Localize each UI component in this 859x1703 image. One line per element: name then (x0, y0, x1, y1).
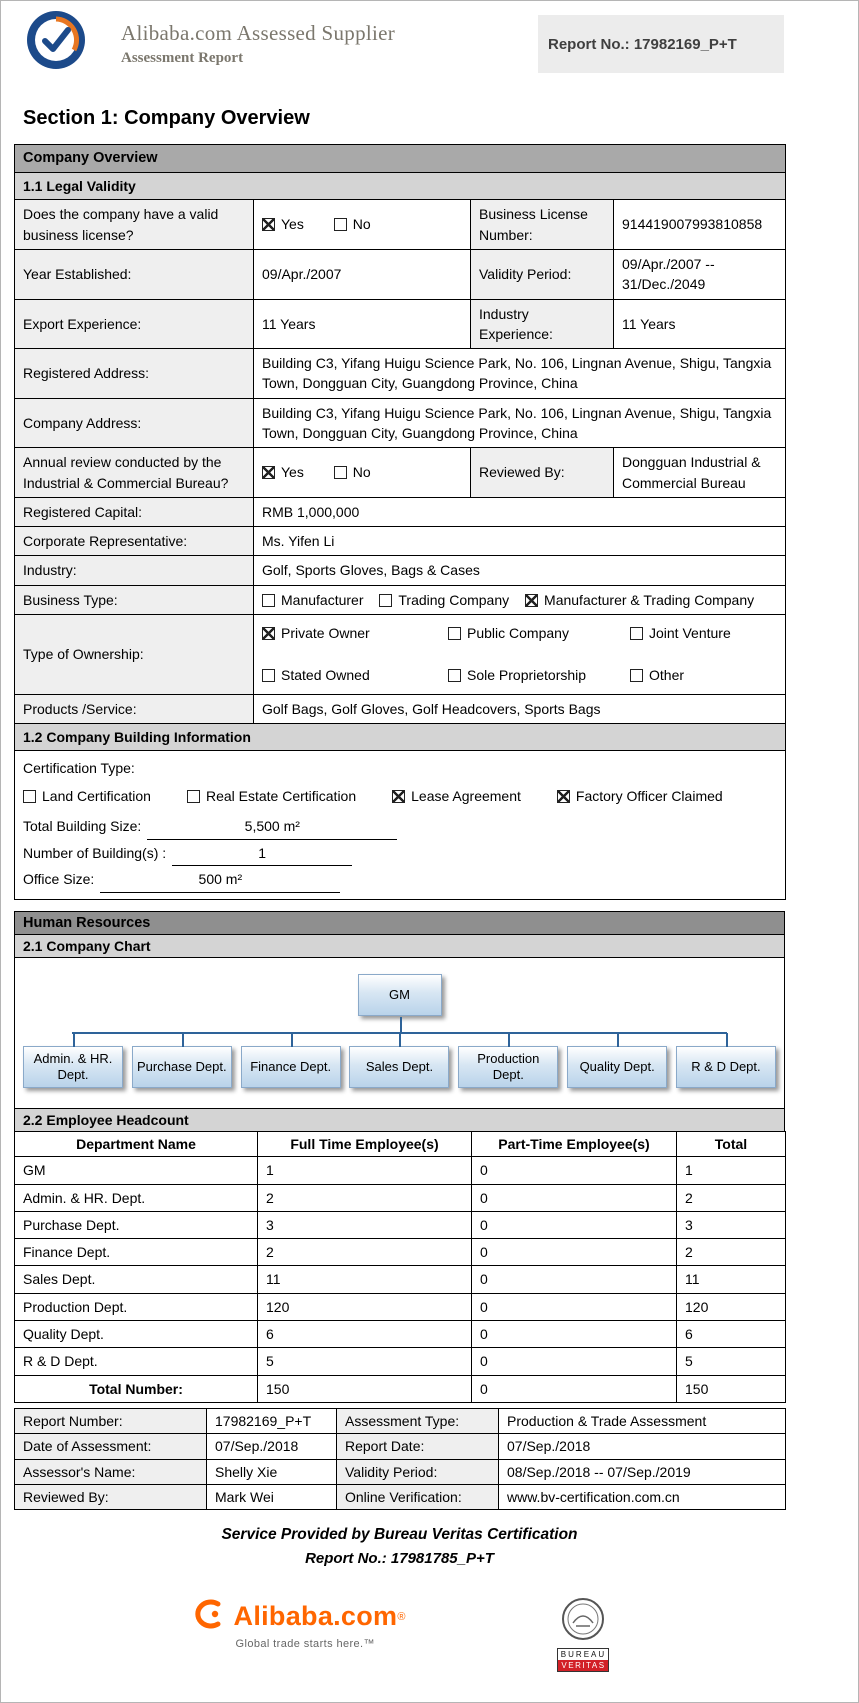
certification-type-options (23, 785, 777, 809)
office-size-label: Office Size: (23, 871, 95, 888)
table-row (15, 1293, 786, 1320)
org-node-department: Quality Dept. (567, 1046, 667, 1088)
checkbox-icon (630, 627, 643, 640)
yes-option (262, 462, 304, 482)
parttime-cell: 0 (472, 1321, 677, 1348)
table-row (15, 398, 786, 448)
total-number-label: Total Number: (15, 1375, 258, 1402)
reviewed-by-value: Mark Wei (207, 1484, 337, 1509)
checkbox-label: No (352, 216, 371, 233)
department-cell: Quality Dept. (15, 1321, 258, 1348)
checkbox-icon (262, 466, 275, 479)
checkbox-label: Real Estate Certification (205, 788, 357, 805)
checkbox-icon (334, 466, 347, 479)
report-date-value: 07/Sep./2018 (499, 1434, 786, 1459)
total-cell: 5 (677, 1348, 786, 1375)
industry-experience-value: 11 Years (614, 299, 786, 349)
checkbox-option (262, 623, 448, 643)
org-node-department: Purchase Dept. (132, 1046, 232, 1088)
org-node-department: Finance Dept. (241, 1046, 341, 1088)
checkbox-icon (262, 627, 275, 640)
number-of-buildings-value: 1 (172, 842, 352, 867)
checkbox-icon (187, 790, 200, 803)
total-parttime-value: 0 (472, 1375, 677, 1402)
table-row (15, 1408, 786, 1433)
alibaba-tagline: Global trade starts here.™ (235, 1638, 375, 1651)
table-row (15, 751, 786, 900)
fulltime-cell: 2 (258, 1239, 472, 1266)
parttime-cell: 0 (472, 1293, 677, 1320)
license-number-label: Business License Number: (471, 200, 614, 250)
industry-experience-label: Industry Experience: (471, 299, 614, 349)
checkbox-label: Yes (281, 216, 304, 233)
number-of-buildings-label: Number of Building(s) : (23, 844, 167, 861)
report-title: Alibaba.com Assessed Supplier (121, 21, 396, 45)
checkbox-icon (630, 669, 643, 682)
alibaba-wordmark: Alibaba.com (233, 1601, 398, 1632)
table-row (15, 200, 786, 250)
checkbox-icon (525, 594, 538, 607)
no-option (334, 462, 371, 482)
corporate-representative-value: Ms. Yifen Li (254, 527, 786, 556)
industry-value: Golf, Sports Gloves, Bags & Cases (254, 556, 786, 585)
employee-headcount-table (14, 1131, 786, 1403)
checkbox-label: Manufacturer (281, 591, 364, 608)
alibaba-smile-icon (188, 1597, 228, 1636)
checkbox-option (262, 590, 363, 610)
annual-review-question: Annual review conducted by the Industrial & Commercial Bureau? (15, 448, 254, 498)
report-number-label: Report Number: (15, 1408, 207, 1433)
total-building-size-label: Total Building Size: (23, 817, 142, 834)
report-info-table (14, 1408, 786, 1510)
checkbox-icon (448, 669, 461, 682)
checkbox-icon (334, 218, 347, 231)
export-experience-label: Export Experience: (15, 299, 254, 349)
license-question-label: Does the company have a valid business license? (15, 200, 254, 250)
assessment-badge-icon (25, 9, 87, 76)
reviewed-by-value: Dongguan Industrial & Commercial Bureau (614, 448, 786, 498)
bureau-veritas-logo (555, 1597, 611, 1672)
checkbox-icon (557, 790, 570, 803)
registered-address-value: Building C3, Yifang Huigu Science Park, No. 106, Lingnan Avenue, Shigu, Tangxia Town, Dongguan City, Guangdong Province, China (254, 349, 786, 399)
table-row (15, 1157, 786, 1184)
checkbox-label: Sole Proprietorship (467, 667, 587, 684)
checkbox-option (392, 785, 521, 809)
alibaba-logo (188, 1597, 406, 1650)
checkbox-option (630, 665, 777, 685)
company-overview-header: Company Overview (15, 145, 786, 173)
column-header: Full Time Employee(s) (258, 1132, 472, 1157)
parttime-cell: 0 (472, 1239, 677, 1266)
checkbox-label: Stated Owned (281, 667, 370, 684)
validity-period-value: 08/Sep./2018 -- 07/Sep./2019 (499, 1459, 786, 1484)
table-row (15, 1434, 786, 1459)
department-cell: Purchase Dept. (15, 1211, 258, 1238)
checkbox-label: Lease Agreement (411, 788, 521, 805)
ownership-label: Type of Ownership: (15, 615, 254, 695)
department-cell: Sales Dept. (15, 1266, 258, 1293)
company-overview-table (14, 144, 786, 900)
total-cell: 11 (677, 1266, 786, 1293)
export-experience-value: 11 Years (254, 299, 471, 349)
org-node-department: R & D Dept. (676, 1046, 776, 1088)
service-report-number: Report No.: 17981785_P+T (305, 1550, 494, 1568)
total-cell: 2 (677, 1184, 786, 1211)
department-cell: R & D Dept. (15, 1348, 258, 1375)
reviewed-by-label: Reviewed By: (15, 1484, 207, 1509)
products-service-label: Products /Service: (15, 694, 254, 723)
employee-headcount-header: 2.2 Employee Headcount (14, 1108, 785, 1132)
fulltime-cell: 6 (258, 1321, 472, 1348)
table-row (15, 1348, 786, 1375)
office-size-value: 500 m² (100, 868, 340, 893)
legal-validity-header: 1.1 Legal Validity (15, 173, 786, 200)
bureau-veritas-seal-icon (561, 1597, 605, 1646)
date-of-assessment-value: 07/Sep./2018 (207, 1434, 337, 1459)
business-type-label: Business Type: (15, 585, 254, 614)
report-number-value: 17982169_P+T (207, 1408, 337, 1433)
table-row (15, 249, 786, 299)
table-row (15, 1184, 786, 1211)
checkbox-label: Private Owner (281, 625, 370, 642)
checkbox-label: Manufacturer & Trading Company (544, 591, 755, 608)
checkbox-option (187, 785, 356, 809)
checkbox-label: Land Certification (42, 788, 151, 805)
table-header-row (15, 1132, 786, 1157)
table-row (15, 1266, 786, 1293)
no-option (334, 214, 371, 234)
fulltime-cell: 1 (258, 1157, 472, 1184)
checkbox-icon (262, 594, 275, 607)
checkbox-label: Trading Company (398, 591, 510, 608)
column-header: Part-Time Employee(s) (472, 1132, 677, 1157)
fulltime-cell: 120 (258, 1293, 472, 1320)
checkbox-option (630, 623, 777, 643)
products-service-value: Golf Bags, Golf Gloves, Golf Headcovers, Sports Bags (254, 694, 786, 723)
fulltime-cell: 11 (258, 1266, 472, 1293)
total-cell: 120 (677, 1293, 786, 1320)
total-cell: 3 (677, 1211, 786, 1238)
assessor-name-label: Assessor's Name: (15, 1459, 207, 1484)
registered-capital-label: Registered Capital: (15, 497, 254, 526)
company-address-value: Building C3, Yifang Huigu Science Park, No. 106, Lingnan Avenue, Shigu, Tangxia Town, Dongguan City, Guangdong Province, China (254, 398, 786, 448)
table-row (15, 694, 786, 723)
checkbox-option (557, 785, 723, 809)
certification-type-label: Certification Type: (23, 760, 135, 777)
checkbox-icon (262, 669, 275, 682)
table-row (15, 1239, 786, 1266)
checkbox-icon (23, 790, 36, 803)
online-verification-label: Online Verification: (337, 1484, 499, 1509)
checkbox-label: Yes (281, 464, 304, 481)
table-row (15, 497, 786, 526)
total-cell: 1 (677, 1157, 786, 1184)
company-address-label: Company Address: (15, 398, 254, 448)
online-verification-value: www.bv-certification.com.cn (499, 1484, 786, 1509)
checkbox-option (448, 623, 630, 643)
parttime-cell: 0 (472, 1266, 677, 1293)
column-header: Department Name (15, 1132, 258, 1157)
department-cell: Production Dept. (15, 1293, 258, 1320)
parttime-cell: 0 (472, 1348, 677, 1375)
org-node-department: Production Dept. (458, 1046, 558, 1088)
license-number-value: 914419007993810858 (614, 200, 786, 250)
table-row (15, 448, 786, 498)
fulltime-cell: 2 (258, 1184, 472, 1211)
checkbox-label: Public Company (467, 625, 569, 642)
parttime-cell: 0 (472, 1184, 677, 1211)
assessment-type-value: Production & Trade Assessment (499, 1408, 786, 1433)
table-row (15, 527, 786, 556)
total-fulltime-value: 150 (258, 1375, 472, 1402)
business-type-options (254, 585, 786, 614)
department-cell: Finance Dept. (15, 1239, 258, 1266)
validity-period-label: Validity Period: (471, 249, 614, 299)
human-resources-header: Human Resources (14, 911, 785, 935)
checkbox-label: Joint Venture (649, 625, 731, 642)
column-header: Total (677, 1132, 786, 1157)
report-date-label: Report Date: (337, 1434, 499, 1459)
industry-label: Industry: (15, 556, 254, 585)
total-building-size-value: 5,500 m² (147, 815, 397, 840)
fulltime-cell: 5 (258, 1348, 472, 1375)
checkbox-option (262, 665, 448, 685)
report-titles (121, 21, 395, 67)
total-value: 150 (677, 1375, 786, 1402)
service-provider-line: Service Provided by Bureau Veritas Certification (221, 1526, 578, 1544)
veritas-label: VERITAS (557, 1660, 609, 1672)
checkbox-label: Other (649, 667, 685, 684)
checkbox-option (379, 590, 509, 610)
section-title: Section 1: Company Overview (23, 107, 310, 129)
checkbox-label: No (352, 464, 371, 481)
year-established-value: 09/Apr./2007 (254, 249, 471, 299)
reviewed-by-label: Reviewed By: (471, 448, 614, 498)
building-info-header: 1.2 Company Building Information (15, 723, 786, 750)
table-row (15, 299, 786, 349)
total-cell: 6 (677, 1321, 786, 1348)
checkbox-icon (448, 627, 461, 640)
report-content (14, 144, 785, 1672)
org-node-department: Sales Dept. (349, 1046, 449, 1088)
org-node-gm: GM (358, 974, 442, 1016)
assessment-type-label: Assessment Type: (337, 1408, 499, 1433)
registered-mark: ® (397, 1610, 406, 1623)
org-chart (14, 957, 785, 1109)
registered-capital-value: RMB 1,000,000 (254, 497, 786, 526)
parttime-cell: 0 (472, 1211, 677, 1238)
document-header (1, 1, 858, 93)
checkbox-option (525, 590, 754, 610)
ownership-options (254, 615, 786, 695)
yes-option (262, 214, 304, 234)
total-cell: 2 (677, 1239, 786, 1266)
table-row (15, 1211, 786, 1238)
registered-address-label: Registered Address: (15, 349, 254, 399)
building-info-cell (15, 751, 786, 900)
parttime-cell: 0 (472, 1157, 677, 1184)
checkbox-label: Factory Officer Claimed (575, 788, 723, 805)
table-row (15, 1484, 786, 1509)
company-chart-header: 2.1 Company Chart (14, 934, 785, 958)
fulltime-cell: 3 (258, 1211, 472, 1238)
checkbox-icon (379, 594, 392, 607)
org-departments-row (23, 1046, 776, 1088)
table-row (15, 1321, 786, 1348)
annual-review-answer-cell (254, 448, 471, 498)
checkbox-option (448, 665, 630, 685)
org-node-department: Admin. & HR. Dept. (23, 1046, 123, 1088)
checkbox-icon (262, 218, 275, 231)
table-row (15, 615, 786, 695)
date-of-assessment-label: Date of Assessment: (15, 1434, 207, 1459)
year-established-label: Year Established: (15, 249, 254, 299)
checkbox-icon (392, 790, 405, 803)
corporate-representative-label: Corporate Representative: (15, 527, 254, 556)
department-cell: Admin. & HR. Dept. (15, 1184, 258, 1211)
table-row (15, 349, 786, 399)
report-subtitle: Assessment Report (121, 50, 244, 66)
table-row (15, 556, 786, 585)
checkbox-option (23, 785, 151, 809)
validity-period-label: Validity Period: (337, 1459, 499, 1484)
footer-logos (14, 1597, 785, 1672)
table-row (15, 1459, 786, 1484)
department-cell: GM (15, 1157, 258, 1184)
table-row (15, 585, 786, 614)
table-total-row (15, 1375, 786, 1402)
assessor-name-value: Shelly Xie (207, 1459, 337, 1484)
validity-period-value: 09/Apr./2007 -- 31/Dec./2049 (614, 249, 786, 299)
license-answer-cell (254, 200, 471, 250)
bureau-label: BUREAU (557, 1648, 609, 1660)
report-number-box: Report No.: 17982169_P+T (538, 15, 784, 73)
